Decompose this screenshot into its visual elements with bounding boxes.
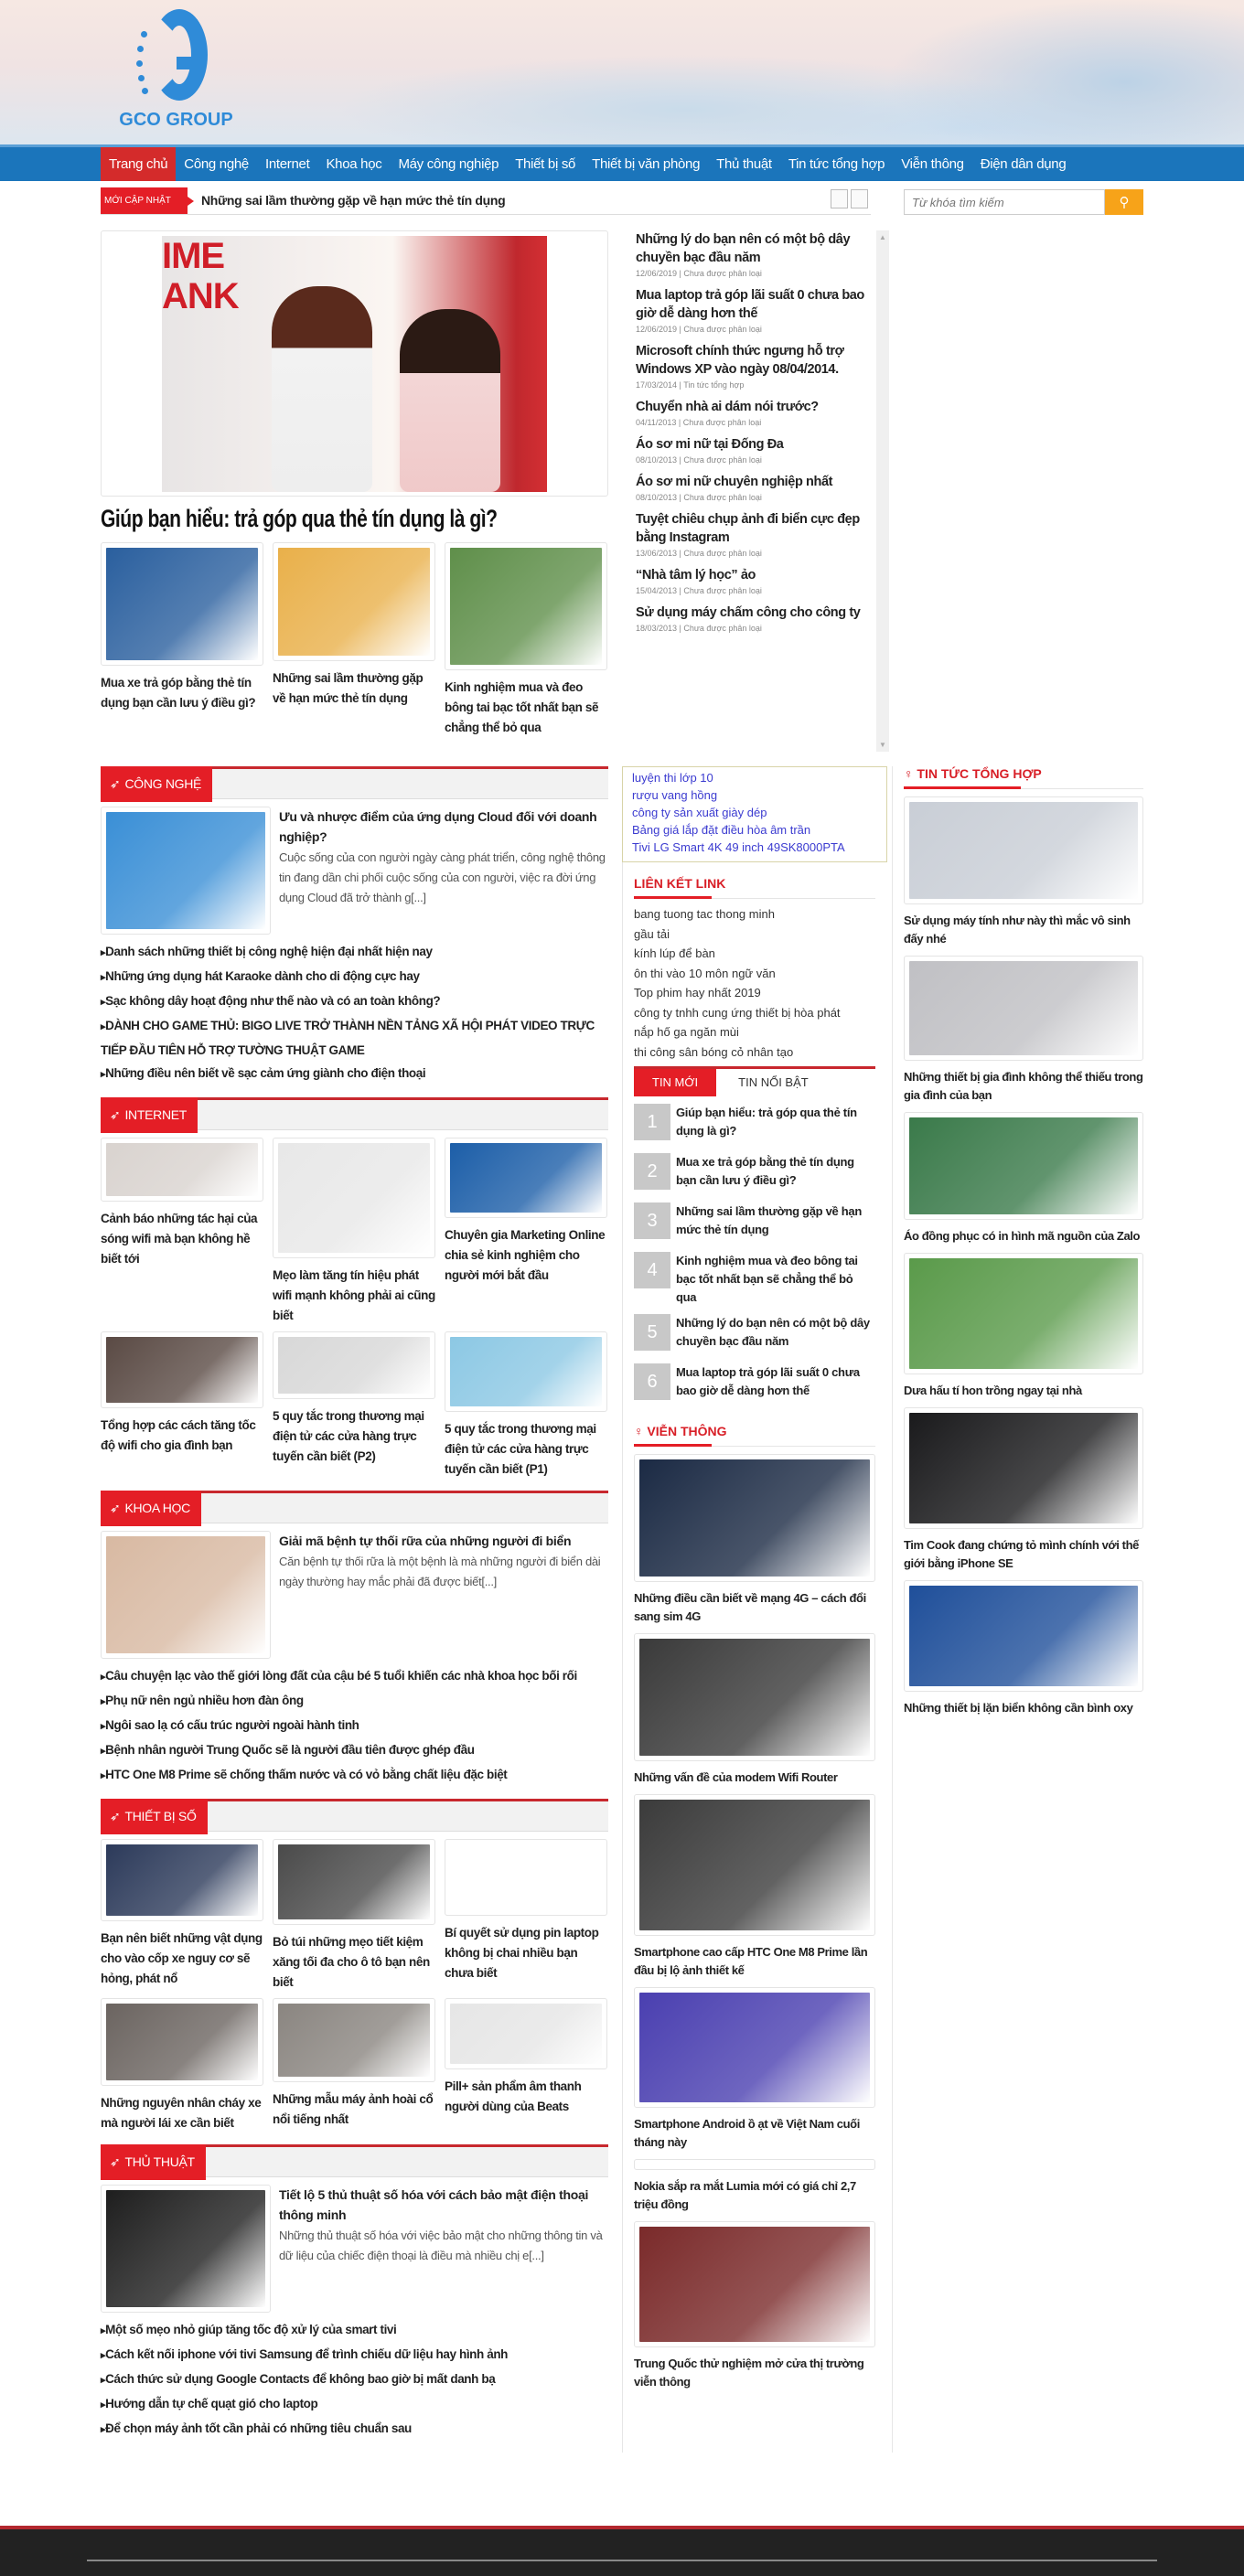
featured-card [101, 542, 263, 713]
thumbnail-image[interactable] [904, 796, 1143, 904]
lead-title-text[interactable]: Ưu và nhược điểm của ứng dụng Cloud đối với doanh nghiệp? [279, 809, 597, 844]
post-title[interactable]: Những lý do bạn nên có một bộ dây chuyền bạc đầu năm [636, 232, 851, 265]
latest-post [622, 435, 889, 465]
grid-card [101, 1839, 263, 1989]
thumbnail-photo [106, 2004, 258, 2080]
card-title[interactable]: Chuyên gia Marketing Online chia sẻ kinh nghiệm cho người mới bắt đầu [445, 1228, 606, 1282]
latest-post [622, 286, 889, 334]
header-banner [0, 0, 1244, 144]
partner-link[interactable]: kính lúp để bàn [634, 946, 715, 960]
ranked-post-title[interactable]: Những lý do bạn nên có một bộ dây chuyền bạc đầu năm [676, 1316, 870, 1348]
card-title[interactable]: Trung Quốc thử nghiệm mở cửa thị trường viễn thông [634, 2357, 864, 2389]
card-title[interactable]: Dưa hấu tí hon trồng ngay tại nhà [904, 1384, 1082, 1397]
ad-link[interactable]: luyện thi lớp 10 [632, 771, 713, 785]
grid-card [273, 1138, 435, 1326]
lead-post [101, 1531, 608, 1659]
featured-image[interactable] [101, 230, 608, 497]
related-link[interactable]: ▸ Phụ nữ nên ngủ nhiều hơn đàn ông [101, 1689, 608, 1714]
thumbnail-image[interactable] [273, 1138, 435, 1258]
ad-link[interactable]: Bảng giá lắp đặt điều hòa âm trần [632, 823, 811, 837]
section-title: INTERNET [124, 1107, 188, 1122]
lead-post [101, 807, 608, 935]
thumbnail-image[interactable] [101, 1839, 263, 1921]
featured-title[interactable]: Giúp bạn hiểu: trả góp qua thẻ tín dụng là gì? [101, 505, 498, 532]
section-lead [101, 2144, 608, 2442]
related-link[interactable]: ▸ Những ứng dụng hát Karaoke dành cho di động cực hay [101, 965, 608, 989]
thumbnail-photo [639, 1459, 870, 1577]
card-title[interactable]: Tổng hợp các cách tăng tốc độ wifi cho gia đình bạn [101, 1418, 256, 1452]
thumbnail-photo [106, 1337, 258, 1403]
rank-number: 3 [634, 1202, 670, 1239]
nav-item[interactable]: Viễn thông [901, 156, 964, 172]
tab-tin-noi-bat[interactable]: TIN NỔI BẬT [738, 1075, 809, 1089]
thumbnail-image[interactable] [101, 1531, 271, 1659]
thumbnail-photo [639, 1993, 870, 2102]
thumbnail-photo [909, 1117, 1138, 1214]
card-title[interactable]: Smartphone Android ồ ạt về Việt Nam cuối tháng này [634, 2117, 860, 2149]
side-card [904, 1253, 1143, 1400]
thumbnail-image[interactable] [445, 1138, 607, 1218]
search-button[interactable] [1105, 189, 1143, 215]
logo[interactable] [119, 7, 233, 135]
thumbnail-image[interactable] [101, 2185, 271, 2313]
thumbnail-image[interactable] [634, 2221, 875, 2347]
side-card [634, 2221, 875, 2391]
side-card [634, 1633, 875, 1787]
search-form [904, 189, 1143, 215]
lead-title-text[interactable]: Giải mã bệnh tự thối rữa của những người đi biển [279, 1534, 572, 1548]
ranked-post [634, 1104, 875, 1146]
related-link[interactable]: ▸ Câu chuyện lạc vào thế giới lòng đất của cậu bé 5 tuổi khiến các nhà khoa học bối rối [101, 1664, 608, 1689]
scrollbar[interactable]: ▲ ▼ [876, 230, 889, 752]
thumbnail-photo [639, 1639, 870, 1756]
grid-card [273, 1331, 435, 1467]
partner-link[interactable]: thi công sân bóng cỏ nhân tạo [634, 1044, 794, 1059]
nav-item[interactable]: Máy công nghiệp [398, 156, 499, 172]
thumbnail-image[interactable] [634, 1794, 875, 1936]
related-links [101, 2318, 608, 2442]
partner-link[interactable]: Top phim hay nhất 2019 [634, 986, 761, 999]
nav-item[interactable]: Thủ thuật [716, 156, 772, 172]
featured-card [445, 542, 607, 738]
widget-title-lien-ket: LIÊN KẾT LINK [634, 876, 875, 899]
side-card [634, 1987, 875, 2152]
card-title[interactable]: Những điều cần biết về mạng 4G – cách đổi sang sim 4G [634, 1591, 866, 1623]
grid-card [445, 1998, 607, 2117]
post-meta: 04/11/2013 | Chưa được phân loại [636, 418, 762, 427]
thumbnail-photo [106, 1536, 265, 1653]
lightbulb-icon: ♀ [904, 766, 917, 781]
lightbulb-icon: ♀ [634, 1424, 648, 1438]
logo-text: GCO GROUP [119, 110, 233, 130]
nav-item[interactable]: Thiết bị số [515, 156, 576, 172]
post-title[interactable]: Áo sơ mi nữ tại Đống Đa [636, 437, 784, 452]
card-title[interactable]: Smartphone cao cấp HTC One M8 Prime lần đầu bị lộ ảnh thiết kế [634, 1945, 868, 1977]
lead-title-text[interactable]: Tiết lộ 5 thủ thuật số hóa với cách bảo mật điện thoại thông minh [279, 2187, 589, 2222]
card-title[interactable]: Mẹo làm tăng tín hiệu phát wifi mạnh không phải ai cũng biết [273, 1268, 435, 1322]
card-title[interactable]: Pill+ sản phẩm âm thanh người dùng của Beats [445, 2079, 582, 2113]
section-header [101, 1097, 608, 1130]
thumbnail-photo [106, 548, 258, 660]
lead-excerpt: Căn bệnh tự thối rữa là một bệnh là mà những người đi biển dài ngày thường hay mắc phải đã được biết[...] [279, 1555, 601, 1588]
post-title[interactable]: Microsoft chính thức ngưng hỗ trợ Windows XP vào ngày 08/04/2014. [636, 344, 844, 377]
partner-link[interactable]: bang tuong tac thong minh [634, 907, 775, 921]
thumbnail-image[interactable] [445, 1331, 607, 1412]
ticker-text[interactable]: Những sai lầm thường gặp về hạn mức thẻ tín dụng [201, 193, 506, 208]
featured-photo [162, 236, 547, 492]
ranked-post [634, 1252, 875, 1307]
card-title[interactable]: Áo đồng phục có in hình mã nguồn của Zalo [904, 1229, 1141, 1243]
card-title[interactable]: Cảnh báo những tác hại của sóng wifi mà bạn không hề biết tới [101, 1212, 258, 1266]
thumbnail-photo [106, 2190, 265, 2307]
card-title[interactable]: Bí quyết sử dụng pin laptop không bị chai nhiều bạn chưa biết [445, 1926, 599, 1980]
ranked-post [634, 1363, 875, 1406]
side-card [634, 1454, 875, 1626]
thumbnail-image[interactable] [904, 956, 1143, 1061]
side-card [904, 1112, 1143, 1245]
partner-link[interactable]: ôn thi vào 10 môn ngữ văn [634, 966, 776, 980]
latest-post [622, 398, 889, 427]
section-label[interactable] [101, 2144, 206, 2180]
tab-tin-moi[interactable]: TIN MỚI [634, 1069, 716, 1096]
lead-title[interactable] [279, 1531, 608, 1659]
post-meta: 12/06/2019 | Chưa được phân loại [636, 269, 762, 278]
related-link[interactable]: ▸ Một số mẹo nhỏ giúp tăng tốc độ xử lý của smart tivi [101, 2318, 608, 2343]
post-meta: 08/10/2013 | Chưa được phân loại [636, 455, 762, 465]
post-meta: 18/03/2013 | Chưa được phân loại [636, 624, 762, 633]
grid-card [445, 1138, 607, 1286]
rocket-icon: ➶ [110, 776, 121, 791]
side-card [904, 796, 1143, 948]
latest-post [622, 604, 889, 633]
thumbnail-image[interactable] [445, 1998, 607, 2069]
thumbnail-photo [278, 2004, 430, 2077]
ad-links-box [622, 766, 887, 862]
post-grid [101, 1138, 608, 1480]
post-title[interactable]: “Nhà tâm lý học” ảo [636, 568, 756, 583]
section-header [101, 1491, 608, 1523]
grid-card [445, 1331, 607, 1480]
nav-item[interactable]: Trang chủ [101, 147, 176, 181]
grid-card [101, 1331, 263, 1456]
ticker-label: MỚI CẬP NHẬT [101, 187, 188, 214]
thumbnail-image[interactable] [904, 1580, 1143, 1692]
card-title[interactable]: Kinh nghiệm mua và đeo bông tai bạc tốt nhất bạn sẽ chẳng thể bỏ qua [445, 680, 599, 734]
related-link[interactable]: ▸ Sạc không dây hoạt động như thế nào và có an toàn không? [101, 989, 608, 1014]
section-lead [101, 766, 608, 1086]
rank-number: 1 [634, 1104, 670, 1140]
thumbnail-photo [278, 1337, 430, 1394]
lead-excerpt: Những thủ thuật số hóa với việc bảo mật cho những thông tin và dữ liệu của chiếc điện thoại là điều mà nhiều chị e[...] [279, 2229, 603, 2262]
thumbnail-photo [278, 1143, 430, 1253]
ranked-post-title[interactable]: Mua laptop trả góp lãi suất 0 chưa bao giờ dễ dàng hơn thế [676, 1365, 860, 1397]
thumbnail-image[interactable] [634, 1633, 875, 1761]
related-links [101, 940, 608, 1086]
thumbnail-photo [450, 548, 602, 665]
rank-number: 2 [634, 1153, 670, 1190]
thumbnail-photo [106, 1143, 258, 1196]
ranked-post [634, 1314, 875, 1356]
thumbnail-photo [909, 1413, 1138, 1523]
card-title[interactable]: Mua xe trả góp bằng thẻ tín dụng bạn cần lưu ý điều gì? [101, 676, 256, 710]
thumbnail-photo [450, 1844, 602, 1910]
section-title: THỦ THUẬT [124, 2154, 195, 2169]
rocket-icon: ➶ [110, 1107, 121, 1122]
bank-sign: IME ANK [162, 236, 239, 316]
thumbnail-photo [106, 1844, 258, 1916]
side-card [904, 956, 1143, 1105]
thumbnail-photo [450, 2004, 602, 2064]
thumbnail-photo [639, 1800, 870, 1930]
related-link[interactable]: ▸ Bệnh nhân người Trung Quốc sẽ là người đầu tiên được ghép đầu [101, 1738, 608, 1763]
related-link[interactable]: ▸ Cách thức sử dụng Google Contacts để không bao giờ bị mất danh bạ [101, 2368, 608, 2392]
thumbnail-image[interactable] [273, 1998, 435, 2082]
nav-item[interactable]: Thiết bị văn phòng [592, 156, 701, 172]
lead-excerpt: Cuộc sống của con người ngày càng phát triển, công nghệ thông tin đang dần chi phối cuộc sống của con người, việc ra đời ứng dụng Cloud đã trở thành g[...] [279, 850, 606, 904]
thumbnail-photo [909, 1258, 1138, 1369]
card-title[interactable]: Những mẫu máy ảnh hoài cổ nổi tiếng nhất [273, 2092, 434, 2126]
side-card [634, 2159, 875, 2214]
related-link[interactable]: ▸ HTC One M8 Prime sẽ chống thấm nước và có vỏ bằng chất liệu đặc biệt [101, 1763, 608, 1788]
section-lead [101, 1491, 608, 1788]
thumbnail-photo [278, 548, 430, 656]
thumbnail-photo [450, 1143, 602, 1213]
latest-post [622, 510, 889, 558]
thumbnail-image[interactable] [634, 2159, 875, 2170]
thumbnail-photo [106, 812, 265, 929]
section-grid [101, 1799, 608, 2133]
section-label[interactable] [101, 766, 212, 802]
section-header [101, 766, 608, 799]
card-title[interactable]: Những vấn đề của modem Wifi Router [634, 1770, 838, 1784]
rocket-icon: ➶ [110, 2154, 121, 2169]
thumbnail-image[interactable] [904, 1112, 1143, 1220]
post-title[interactable]: Tuyệt chiêu chụp ảnh đi biển cực đẹp bằng Instagram [636, 512, 860, 545]
rank-number: 5 [634, 1314, 670, 1351]
nav-item[interactable]: Internet [264, 156, 310, 172]
lead-title[interactable] [279, 807, 608, 935]
rank-number: 6 [634, 1363, 670, 1400]
thumbnail-image[interactable] [445, 1839, 607, 1916]
thumbnail-photo [909, 802, 1138, 899]
widget-title-vien-thong: ♀ VIỄN THÔNG [634, 1424, 875, 1447]
featured-card [273, 542, 435, 709]
post-meta: 12/06/2019 | Chưa được phân loại [636, 325, 762, 334]
thumbnail-image[interactable] [634, 1987, 875, 2108]
latest-post [622, 473, 889, 502]
thumbnail-photo [909, 1586, 1138, 1686]
section-header [101, 1799, 608, 1832]
widget-title-tin-tuc: ♀ TIN TỨC TỔNG HỢP [904, 766, 1143, 789]
latest-post [622, 342, 889, 390]
latest-post [622, 566, 889, 595]
rocket-icon: ➶ [110, 1501, 121, 1515]
thumbnail-photo [450, 1337, 602, 1406]
card-title[interactable]: Bỏ túi những mẹo tiết kiệm xăng tối đa cho ô tô bạn nên biết [273, 1935, 430, 1989]
thumbnail-image[interactable] [101, 1331, 263, 1408]
partner-link[interactable]: nắp hố ga ngăn mùi [634, 1025, 739, 1039]
ranked-post-title[interactable]: Kinh nghiệm mua và đeo bông tai bạc tốt nhất bạn sẽ chẳng thể bỏ qua [676, 1254, 858, 1304]
thumbnail-image[interactable] [101, 542, 263, 666]
thumbnail-image[interactable] [101, 1998, 263, 2086]
partner-link[interactable]: công ty tnhh cung ứng thiết bị hòa phát [634, 1005, 841, 1020]
grid-card [445, 1839, 607, 1983]
thumbnail-image[interactable] [101, 807, 271, 935]
news-ticker [101, 187, 871, 215]
footer-divider [87, 2560, 1157, 2561]
ranked-post-title[interactable]: Mua xe trả góp bằng thẻ tín dụng bạn cần lưu ý điều gì? [676, 1155, 854, 1187]
post-meta: 08/10/2013 | Chưa được phân loại [636, 493, 762, 502]
latest-post [622, 230, 889, 278]
post-meta: 17/03/2014 | Tin tức tổng hợp [636, 380, 745, 390]
grid-card [273, 1839, 435, 1993]
ad-link[interactable]: rượu vang hồng [632, 788, 718, 802]
ad-link[interactable]: công ty sản xuất giày dép [632, 806, 767, 819]
section-title: CÔNG NGHỆ [124, 776, 202, 791]
rank-number: 4 [634, 1252, 670, 1288]
side-card [634, 1794, 875, 1980]
post-grid [101, 1839, 608, 2133]
thumbnail-image[interactable] [904, 1253, 1143, 1374]
thumbnail-image[interactable] [273, 1331, 435, 1399]
search-input[interactable] [904, 189, 1105, 215]
related-link[interactable]: ▸ Những điều nên biết về sạc cảm ứng giành cho điện thoại [101, 1062, 608, 1086]
post-title[interactable]: Sử dụng máy chấm công cho công ty [636, 605, 861, 620]
card-title[interactable]: Nokia sắp ra mắt Lumia mới có giá chỉ 2,7 triệu đồng [634, 2179, 856, 2211]
card-title[interactable]: Bạn nên biết những vật dụng cho vào cốp xe nguy cơ sẽ hỏng, phát nổ [101, 1931, 263, 1985]
section-label[interactable] [101, 1491, 201, 1526]
grid-card [101, 1998, 263, 2133]
related-links [101, 1664, 608, 1788]
ticker-next-button[interactable] [851, 189, 868, 208]
ad-link[interactable]: Tivi LG Smart 4K 49 inch 49SK8000PTA [632, 840, 845, 854]
news-tabs [634, 1066, 875, 1096]
thumbnail-photo [639, 2227, 870, 2342]
ranked-post-title[interactable]: Giúp bạn hiểu: trả góp qua thẻ tín dụng là gì? [676, 1106, 857, 1138]
search-icon: ⚲ [1119, 195, 1130, 210]
thumbnail-image[interactable] [634, 1454, 875, 1582]
card-title[interactable]: 5 quy tắc trong thương mại điện tử các cửa hàng trực tuyến cần biết (P2) [273, 1409, 424, 1463]
card-title[interactable]: Sử dụng máy tính như này thì mắc vô sinh đấy nhé [904, 914, 1131, 946]
related-link[interactable]: ▸ Hướng dẫn tự chế quạt gió cho laptop [101, 2392, 608, 2417]
logo-g-mark [151, 9, 208, 101]
section-label[interactable] [101, 1799, 208, 1834]
thumbnail-image[interactable] [273, 542, 435, 661]
side-card [904, 1580, 1143, 1717]
ranked-post-title[interactable]: Những sai lầm thường gặp về hạn mức thẻ tín dụng [676, 1204, 862, 1236]
main-nav [0, 144, 1244, 181]
related-link[interactable]: ▸ Cách kết nối iphone với tivi Samsung để trình chiếu dữ liệu hay hình ảnh [101, 2343, 608, 2368]
nav-item[interactable]: Điện dân dụng [980, 156, 1067, 172]
card-title[interactable]: Những nguyên nhân cháy xe mà người lái xe cần biết [101, 2096, 262, 2130]
post-title[interactable]: Chuyển nhà ai dám nói trước? [636, 400, 819, 414]
related-link[interactable]: ▸ Ngôi sao lạ có cấu trúc người ngoài hành tinh [101, 1714, 608, 1738]
section-title: KHOA HỌC [124, 1501, 190, 1515]
ranked-post [634, 1153, 875, 1195]
card-title[interactable]: 5 quy tắc trong thương mại điện tử các cửa hàng trực tuyến cần biết (P1) [445, 1422, 596, 1476]
section-title: THIẾT BỊ SỐ [124, 1809, 197, 1823]
side-card [904, 1407, 1143, 1573]
lead-title[interactable] [279, 2185, 608, 2313]
nav-item[interactable]: Tin tức tổng hợp [788, 156, 885, 172]
post-title[interactable]: Áo sơ mi nữ chuyên nghiệp nhất [636, 475, 833, 489]
thumbnail-image[interactable] [273, 1839, 435, 1925]
post-title[interactable]: Mua laptop trả góp lãi suất 0 chưa bao giờ dễ dàng hơn thế [636, 288, 864, 321]
thumbnail-image[interactable] [101, 1138, 263, 1202]
rocket-icon: ➶ [110, 1809, 121, 1823]
nav-item[interactable]: Công nghệ [184, 156, 249, 172]
ticker-prev-button[interactable] [831, 189, 848, 208]
related-link[interactable]: ▸ Danh sách những thiết bị công nghệ hiện đại nhất hiện nay [101, 940, 608, 965]
nav-item[interactable]: Khoa học [326, 156, 382, 172]
related-link[interactable]: ▸ DÀNH CHO GAME THỦ: BIGO LIVE TRỞ THÀNH NỀN TẢNG XÃ HỘI PHÁT VIDEO TRỰC TIẾP ĐẦU TIÊN HỖ TRỢ TƯỜNG THUẬT GAME [101, 1014, 608, 1062]
thumbnail-image[interactable] [445, 542, 607, 670]
related-link[interactable]: ▸ Để chọn máy ảnh tốt cần phải có những tiêu chuẩn sau [101, 2417, 608, 2442]
grid-card [101, 1138, 263, 1269]
post-meta: 13/06/2013 | Chưa được phân loại [636, 549, 762, 558]
partner-link[interactable]: gầu tải [634, 926, 670, 941]
footer [0, 2526, 1244, 2576]
post-meta: 15/04/2013 | Chưa được phân loại [636, 586, 762, 595]
middle-sidebar [634, 766, 875, 2391]
thumbnail-photo [278, 1844, 430, 1919]
card-title[interactable]: Những thiết bị gia đình không thể thiếu trong gia đình của bạn [904, 1070, 1143, 1102]
thumbnail-image[interactable] [904, 1407, 1143, 1529]
grid-card [273, 1998, 435, 2130]
latest-posts-scroll [622, 230, 889, 749]
card-title[interactable]: Tim Cook đang chứng tỏ mình chính với thế giới bằng iPhone SE [904, 1538, 1139, 1570]
card-title[interactable]: Những sai lầm thường gặp về hạn mức thẻ tín dụng [273, 671, 424, 705]
lead-post [101, 2185, 608, 2313]
ranked-post [634, 1202, 875, 1245]
section-grid [101, 1097, 608, 1480]
section-label[interactable] [101, 1097, 198, 1133]
card-title[interactable]: Những thiết bị lặn biển không cần bình oxy [904, 1701, 1133, 1715]
right-sidebar [904, 766, 1143, 1717]
section-header [101, 2144, 608, 2177]
thumbnail-photo [909, 961, 1138, 1055]
